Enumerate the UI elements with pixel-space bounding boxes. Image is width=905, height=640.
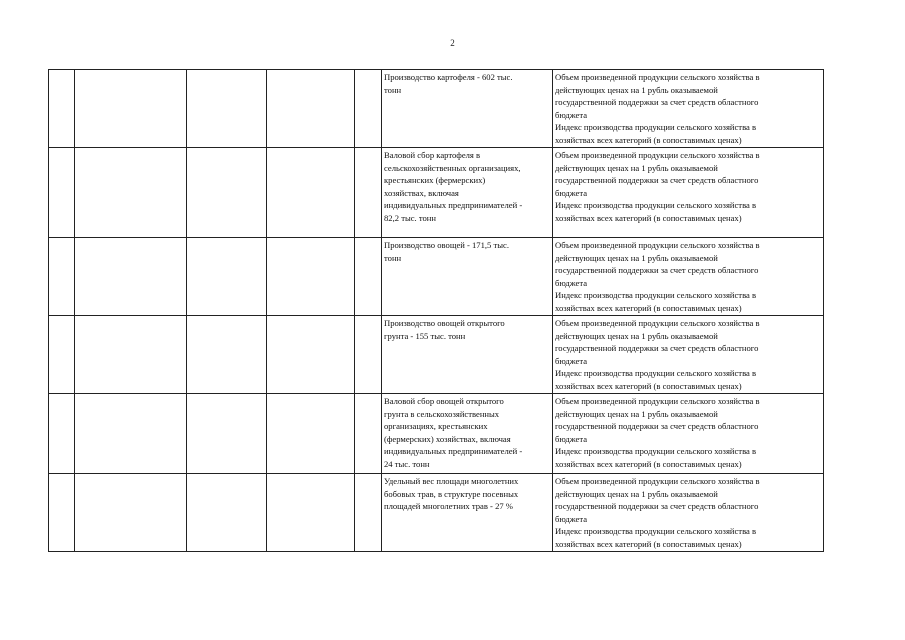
empty-cell [355, 474, 382, 552]
empty-cell [187, 238, 267, 316]
empty-cell [355, 316, 382, 394]
empty-cell [267, 148, 355, 238]
empty-cell [49, 148, 75, 238]
empty-cell [355, 238, 382, 316]
indicators-text: Объем произведенной продукции сельского хозяйства в действующих ценах на 1 рубль оказываемой государственной поддержки за счет средств областного бюджета Индекс производства продукции сельского хозяйства в хозяйствах всех категорий (в сопоставимых ценах) [555, 150, 760, 223]
empty-cell [267, 238, 355, 316]
empty-cell [75, 70, 187, 148]
indicators-text: Объем произведенной продукции сельского хозяйства в действующих ценах на 1 рубль оказываемой государственной поддержки за счет средств областного бюджета Индекс производства продукции сельского хозяйства в хозяйствах всех категорий (в сопоставимых ценах) [555, 240, 760, 313]
indicators-text: Объем произведенной продукции сельского хозяйства в действующих ценах на 1 рубль оказываемой государственной поддержки за счет средств областного бюджета Индекс производства продукции сельского хозяйства в хозяйствах всех категорий (в сопоставимых ценах) [555, 476, 760, 549]
indicators-cell [553, 474, 824, 552]
table-row [49, 70, 824, 148]
empty-cell [355, 148, 382, 238]
result-text: Валовой сбор овощей открытого грунта в сельскохозяйственных организациях, крестьянских (фермерских) хозяйствах, включая индивидуальных предпринимателей - 24 тыс. тонн [384, 396, 523, 469]
indicators-text: Объем произведенной продукции сельского хозяйства в действующих ценах на 1 рубль оказываемой государственной поддержки за счет средств областного бюджета Индекс производства продукции сельского хозяйства в хозяйствах всех категорий (в сопоставимых ценах) [555, 318, 760, 391]
indicators-text: Объем произведенной продукции сельского хозяйства в действующих ценах на 1 рубль оказываемой государственной поддержки за счет средств областного бюджета Индекс производства продукции сельского хозяйства в хозяйствах всех категорий (в сопоставимых ценах) [555, 396, 760, 469]
empty-cell [49, 70, 75, 148]
empty-cell [49, 474, 75, 552]
empty-cell [75, 474, 187, 552]
indicators-cell [553, 148, 824, 238]
table-row [49, 148, 824, 238]
table-row [49, 316, 824, 394]
empty-cell [267, 474, 355, 552]
table-row [49, 238, 824, 316]
table-row [49, 394, 824, 474]
empty-cell [75, 238, 187, 316]
indicators-cell [553, 394, 824, 474]
indicators-text: Объем произведенной продукции сельского хозяйства в действующих ценах на 1 рубль оказываемой государственной поддержки за счет средств областного бюджета Индекс производства продукции сельского хозяйства в хозяйствах всех категорий (в сопоставимых ценах) [555, 72, 760, 145]
result-text: Валовой сбор картофеля в сельскохозяйственных организациях, крестьянских (фермерских) хозяйствах, включая индивидуальных предпринимателей - 82,2 тыс. тонн [384, 150, 523, 223]
empty-cell [75, 394, 187, 474]
table-row [49, 474, 824, 552]
empty-cell [187, 394, 267, 474]
empty-cell [187, 148, 267, 238]
empty-cell [75, 148, 187, 238]
empty-cell [267, 70, 355, 148]
empty-cell [49, 394, 75, 474]
empty-cell [355, 70, 382, 148]
indicators-cell [553, 316, 824, 394]
indicators-cell [553, 70, 824, 148]
result-text: Производство картофеля - 602 тыс. тонн [384, 72, 513, 95]
result-cell [382, 70, 553, 148]
result-text: Удельный вес площади многолетних бобовых трав, в структуре посевных площадей многолетних трав - 27 % [384, 476, 519, 512]
empty-cell [49, 238, 75, 316]
empty-cell [187, 474, 267, 552]
result-cell [382, 148, 553, 238]
result-text: Производство овощей открытого грунта - 155 тыс. тонн [384, 318, 505, 341]
result-cell [382, 474, 553, 552]
empty-cell [49, 316, 75, 394]
page-number: 2 [450, 38, 455, 48]
empty-cell [267, 394, 355, 474]
empty-cell [187, 316, 267, 394]
empty-cell [75, 316, 187, 394]
result-text: Производство овощей - 171,5 тыс. тонн [384, 240, 509, 263]
empty-cell [355, 394, 382, 474]
document-table [48, 69, 824, 552]
empty-cell [187, 70, 267, 148]
empty-cell [267, 316, 355, 394]
indicators-cell [553, 238, 824, 316]
result-cell [382, 238, 553, 316]
result-cell [382, 394, 553, 474]
result-cell [382, 316, 553, 394]
